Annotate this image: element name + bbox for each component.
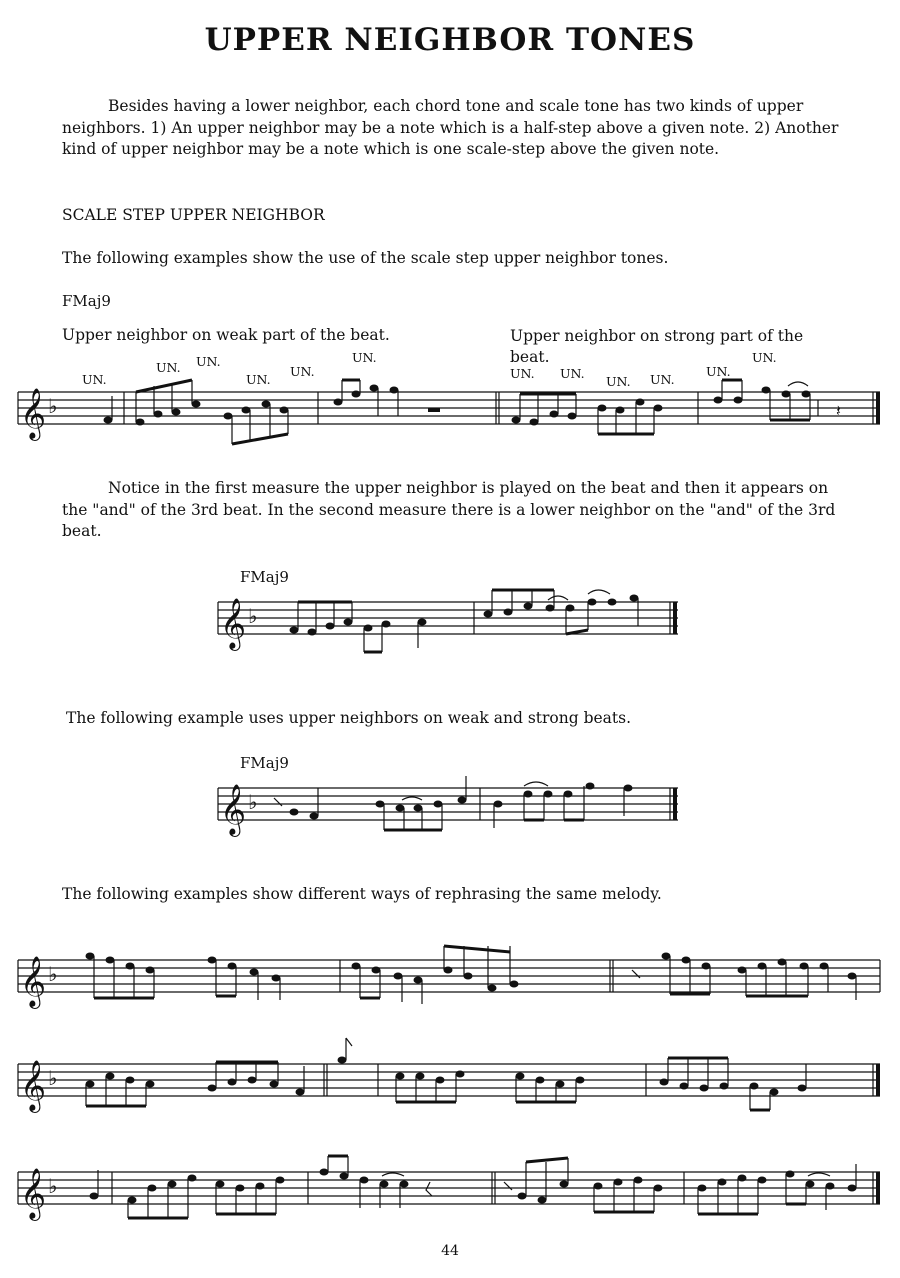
chord-symbol-1: FMaj9 — [62, 292, 111, 310]
svg-text:♭: ♭ — [248, 604, 258, 628]
music-staff-6 — [18, 1160, 884, 1230]
un-label: UN. — [246, 372, 271, 387]
music-staff-1 — [18, 380, 884, 450]
weak-strong-text: The following example uses upper neighbors on weak and strong beats. — [66, 709, 632, 727]
chord-symbol-3: FMaj9 — [240, 754, 289, 772]
page-number: 44 — [441, 1243, 459, 1259]
svg-text:♭: ♭ — [48, 1174, 58, 1198]
notice-paragraph: Notice in the first measure the upper neighbor is played on the beat and then it appears on the "and" of the 3rd beat. In the second measure there is a lower neighbor on the "and" of the 3rd beat. — [62, 479, 836, 540]
svg-text:𝄞: 𝄞 — [220, 784, 247, 835]
svg-text:𝄽: 𝄽 — [836, 401, 841, 420]
un-label: UN. — [560, 366, 585, 381]
un-label: UN. — [752, 350, 777, 365]
svg-text:♭: ♭ — [48, 1066, 58, 1090]
rephrase-text: The following examples show different ways of rephrasing the same melody. — [62, 885, 662, 903]
intro-paragraph: Besides having a lower neighbor, each chord tone and scale tone has two kinds of upper neighbors. 1) An upper neighbor may be a note which is a half-step above a given note. 2) Another kind of upper neighbor may be a note which is one scale-step above the given note. — [62, 97, 839, 158]
un-label: UN. — [82, 372, 107, 387]
page-title: UPPER NEIGHBOR TONES — [204, 22, 696, 58]
section-heading: SCALE STEP UPPER NEIGHBOR — [62, 206, 325, 224]
svg-text:𝄞: 𝄞 — [20, 1168, 47, 1219]
un-label: UN. — [606, 374, 631, 389]
un-label: UN. — [156, 360, 181, 375]
svg-text:♭: ♭ — [48, 394, 58, 418]
un-label: UN. — [290, 364, 315, 379]
svg-text:𝄞: 𝄞 — [20, 956, 47, 1007]
un-label: UN. — [650, 372, 675, 387]
caption-weak: Upper neighbor on weak part of the beat. — [62, 326, 390, 344]
svg-text:♭: ♭ — [48, 962, 58, 986]
music-staff-3 — [218, 776, 682, 846]
un-label: UN. — [706, 364, 731, 379]
svg-text:𝄞: 𝄞 — [20, 388, 47, 439]
svg-text:𝄞: 𝄞 — [20, 1060, 47, 1111]
svg-text:♭: ♭ — [248, 790, 258, 814]
music-staff-4 — [18, 948, 884, 1018]
music-staff-5 — [18, 1052, 884, 1122]
caption-strong: Upper neighbor on strong part of the beat. — [510, 327, 804, 366]
un-label: UN. — [352, 350, 377, 365]
svg-text:𝄞: 𝄞 — [220, 598, 247, 649]
music-staff-2 — [218, 590, 682, 660]
un-label: UN. — [196, 354, 221, 369]
examples-intro: The following examples show the use of the scale step upper neighbor tones. — [62, 249, 669, 267]
chord-symbol-2: FMaj9 — [240, 568, 289, 586]
un-label: UN. — [510, 366, 535, 381]
